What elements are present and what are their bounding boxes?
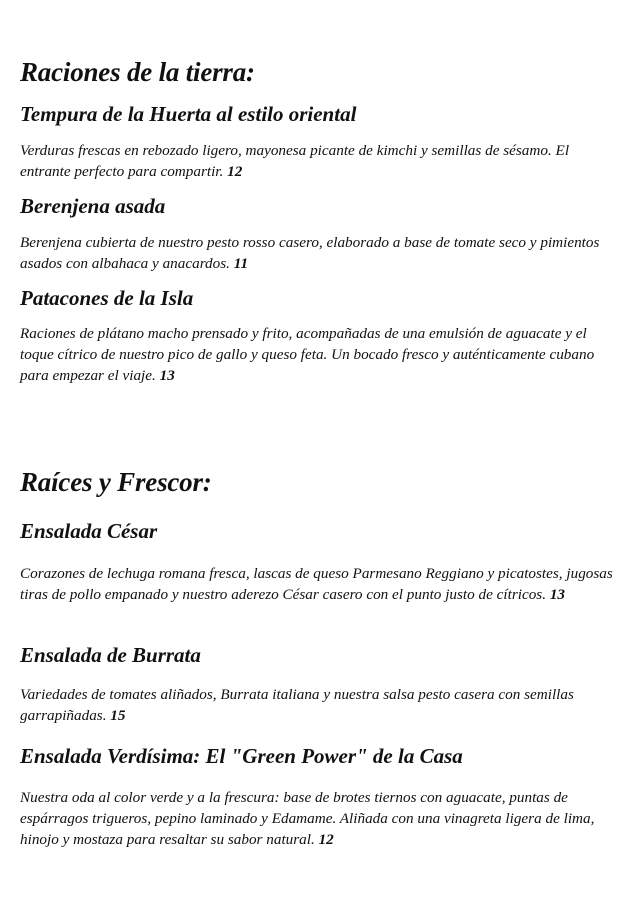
dish-description-patacones[interactable] (20, 323, 620, 386)
dish-title-berenjena: Berenjena asada (20, 194, 166, 218)
section-title-raices: Raíces y Frescor: (20, 467, 212, 497)
dish-title-verdisima: Ensalada Verdísima: El "Green Power" de la Casa (20, 744, 463, 768)
dish-description-text: Berenjena cubierta de nuestro pesto rosso casero, elaborado a base de tomate seco y pimientos asados con albahaca y anacardos. (20, 234, 600, 272)
dish-description-text: Nuestra oda al color verde y a la frescura: base de brotes tiernos con aguacate, puntas de espárragos trigueros, pepino laminado y Edamame. Aliñada con una vinagreta ligera de lima, hinojo y mostaza para resaltar su sabor natural. (20, 789, 595, 848)
dish-title-tempura: Tempura de la Huerta al estilo oriental (20, 102, 357, 126)
dish-price: 12 (318, 831, 334, 848)
dish-description-berenjena (20, 232, 620, 274)
dish-title-burrata: Ensalada de Burrata (20, 643, 201, 667)
dish-description-verdisima (20, 787, 620, 850)
dish-description-cesar (20, 563, 620, 605)
dish-price: 12 (227, 163, 243, 180)
dish-description-text: Verduras frescas en rebozado ligero, mayonesa picante de kimchi y semillas de sésamo. El entrante perfecto para compartir. (20, 142, 570, 180)
dish-description-tempura (20, 140, 620, 182)
dish-price: 13 (549, 586, 565, 603)
dish-description-text[interactable]: Raciones de plátano macho prensado y frito, acompañadas de una emulsión de aguacate y el toque cítrico de nuestro pico de gallo y queso feta. Un bocado fresco y auténticamente cubano para empezar el viaje. (20, 325, 595, 384)
dish-price: 11 (233, 255, 249, 272)
dish-description-text: Corazones de lechuga romana fresca, lascas de queso Parmesano Reggiano y picatostes, jugosas tiras de pollo empanado y nuestro aderezo César casero con el punto justo de cítricos. (20, 565, 613, 603)
dish-price: 15 (110, 707, 126, 724)
dish-description-burrata (20, 684, 620, 726)
dish-title-cesar: Ensalada César (20, 519, 158, 543)
dish-title-patacones: Patacones de la Isla (20, 286, 194, 310)
dish-price: 13 (159, 367, 175, 384)
dish-description-text: Variedades de tomates aliñados, Burrata italiana y nuestra salsa pesto casera con semillas garrapiñadas. (20, 686, 574, 724)
section-title-raciones: Raciones de la tierra: (20, 57, 255, 87)
